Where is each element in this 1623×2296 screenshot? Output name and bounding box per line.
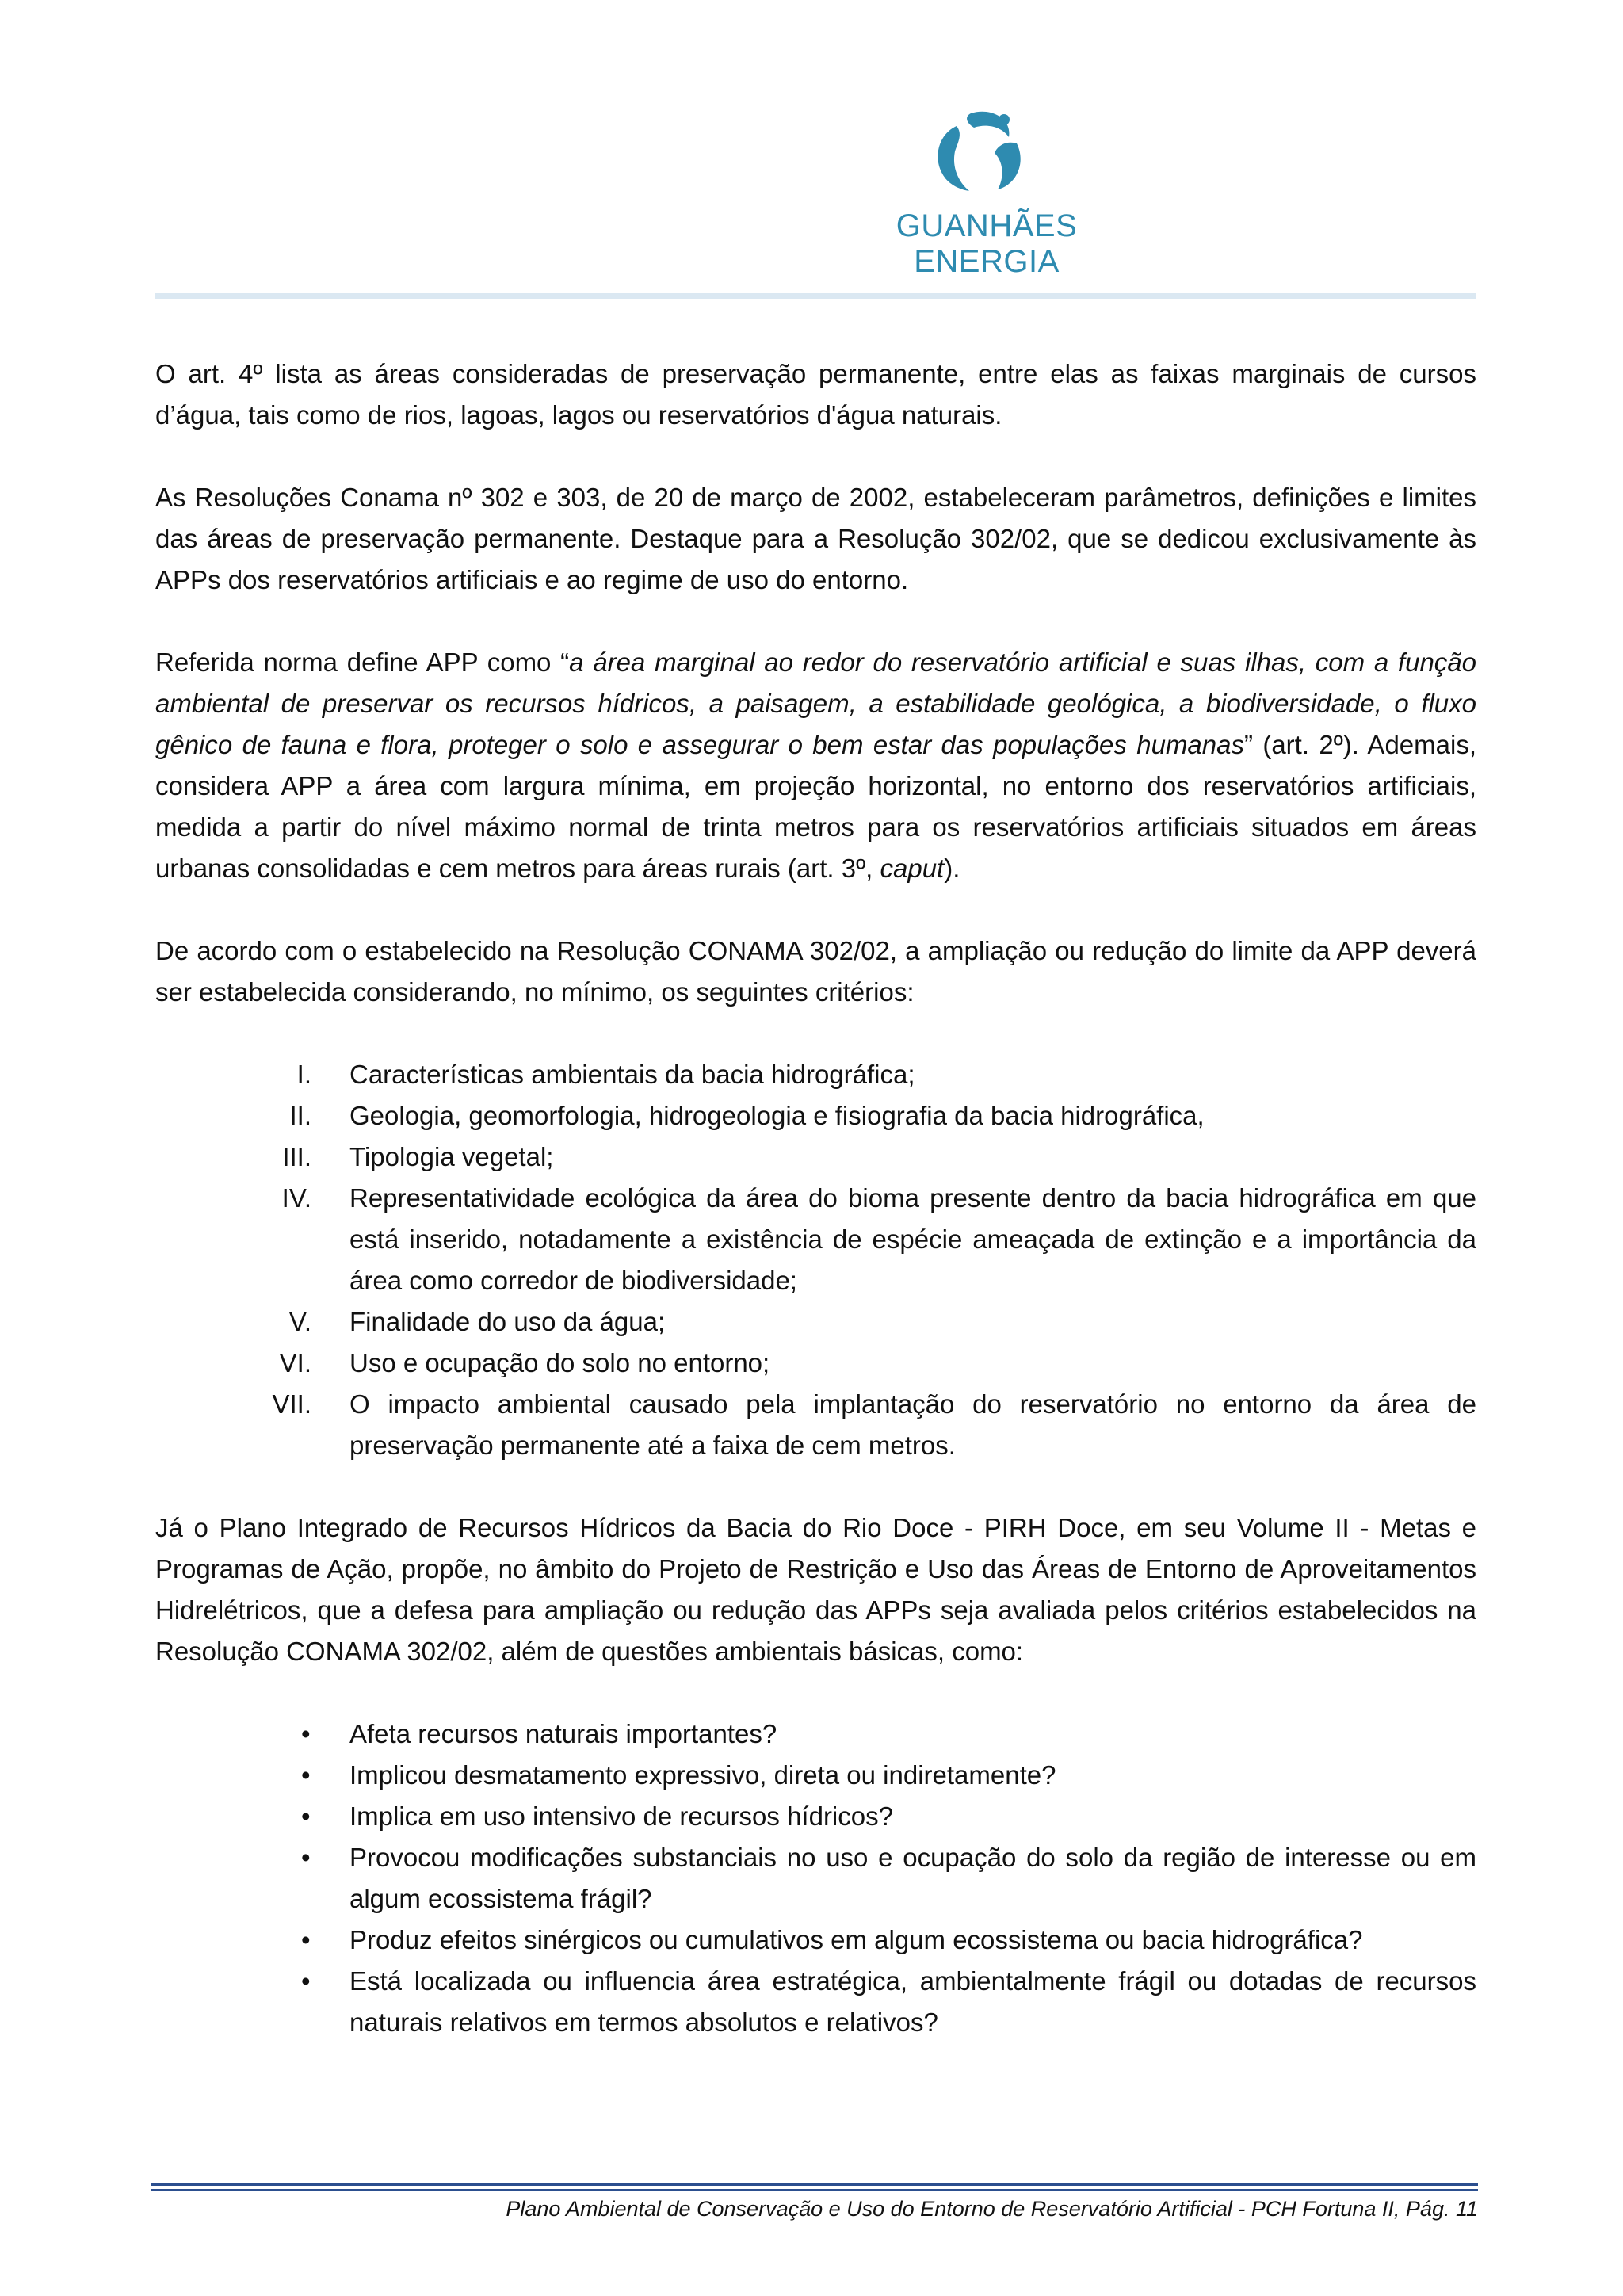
criteria-number: V.: [288, 1307, 311, 1336]
criteria-text: O impacto ambiental causado pela implantação do reservatório no entorno da área de preservação permanente até a faixa de cem metros.: [349, 1389, 1476, 1460]
criteria-list: [155, 1054, 1476, 1466]
criteria-item: [155, 1384, 1476, 1466]
question-item: [155, 1920, 1476, 1961]
company-logo: [820, 107, 1153, 279]
criteria-item: [155, 1137, 1476, 1178]
criteria-item: [155, 1095, 1476, 1137]
question-text: Provocou modificações substanciais no uso e ocupação do solo da região de interesse ou em algum ecossistema frágil?: [349, 1843, 1476, 1913]
question-text: Produz efeitos sinérgicos ou cumulativos em algum ecossistema ou bacia hidrográfica?: [349, 1925, 1363, 1954]
caput-term: caput: [880, 854, 945, 883]
header-divider: [155, 293, 1476, 299]
paragraph-conama-resolutions: As Resoluções Conama nº 302 e 303, de 20 de março de 2002, estabeleceram parâmetros, definições e limites das áreas de preservação permanente. Destaque para a Resolução 302/02, que se dedicou exclusivamente às APPs dos reservatórios artificiais e ao regime de uso do entorno.: [155, 483, 1476, 594]
question-text: Está localizada ou influencia área estratégica, ambientalmente frágil ou dotadas de recursos naturais relativos em termos absolutos e relativos?: [349, 1966, 1476, 2037]
swirl-logo-icon: [915, 107, 1034, 202]
paragraph-art4: O art. 4º lista as áreas consideradas de preservação permanente, entre elas as faixas marginais de cursos d’água, tais como de rios, lagoas, lagos ou reservatórios d'água naturais.: [155, 359, 1476, 430]
question-text: Implica em uso intensivo de recursos hídricos?: [349, 1801, 893, 1831]
document-body: [155, 353, 1476, 2043]
paragraph-criteria-intro: De acordo com o estabelecido na Resolução CONAMA 302/02, a ampliação ou redução do limite da APP deverá ser estabelecida considerando, no mínimo, os seguintes critérios:: [155, 936, 1476, 1007]
questions-list: [155, 1713, 1476, 2043]
paragraph-pirh-doce: Já o Plano Integrado de Recursos Hídricos da Bacia do Rio Doce - PIRH Doce, em seu Volume II - Metas e Programas de Ação, propõe, no âmbito do Projeto de Restrição e Uso das Áreas de Entorno de Aproveitamentos Hidrelétricos, que a defesa para ampliação ou redução das APPs seja avaliada pelos critérios estabelecidos na Resolução CONAMA 302/02, além de questões ambientais básicas, como:: [155, 1513, 1476, 1666]
criteria-number: IV.: [281, 1183, 311, 1213]
app-definition-end: ).: [944, 854, 960, 883]
question-item: [155, 1837, 1476, 1920]
footer-divider: [151, 2183, 1478, 2186]
question-item: [155, 1755, 1476, 1796]
criteria-item: [155, 1054, 1476, 1095]
question-item: [155, 1961, 1476, 2043]
footer-divider-thin: [151, 2189, 1478, 2191]
criteria-text: Tipologia vegetal;: [349, 1142, 554, 1171]
bullet-icon: •: [301, 1760, 311, 1790]
question-item: [155, 1796, 1476, 1837]
bullet-icon: •: [301, 1719, 311, 1748]
criteria-number: VII.: [272, 1389, 311, 1419]
criteria-item: [155, 1301, 1476, 1343]
app-definition-mid: ” (art. 2º). Ademais, considera APP a área com largura mínima, em projeção horizontal, no entorno dos reservatórios artificiais, medida a partir do nível máximo normal de trinta metros para os reservatórios artificiais situados em áreas urbanas consolidadas e cem metros para áreas rurais (art. 3º,: [155, 730, 1476, 883]
criteria-text: Representatividade ecológica da área do bioma presente dentro da bacia hidrográfica em que está inserido, notadamente a existência de espécie ameaçada de extinção e a importância da área como corredor de biodiversidade;: [349, 1183, 1476, 1295]
criteria-text: Uso e ocupação do solo no entorno;: [349, 1348, 770, 1377]
bullet-icon: •: [301, 1966, 311, 1996]
criteria-number: VI.: [279, 1348, 311, 1377]
app-definition-lead: Referida norma define APP como “: [155, 648, 570, 677]
question-text: Afeta recursos naturais importantes?: [349, 1719, 777, 1748]
criteria-item: [155, 1343, 1476, 1384]
bullet-icon: •: [301, 1925, 311, 1954]
criteria-text: Finalidade do uso da água;: [349, 1307, 666, 1336]
bullet-icon: •: [301, 1801, 311, 1831]
criteria-item: [155, 1178, 1476, 1301]
page-footer: Plano Ambiental de Conservação e Uso do Entorno de Reservatório Artificial - PCH Fortuna II, Pág. 11: [506, 2197, 1478, 2221]
logo-wordmark: GUANHÃES ENERGIA: [896, 208, 1078, 279]
paragraph-app-definition: [155, 642, 1476, 889]
criteria-text: Características ambientais da bacia hidrográfica;: [349, 1060, 915, 1089]
bullet-icon: •: [301, 1843, 311, 1872]
criteria-number: II.: [289, 1101, 311, 1130]
criteria-number: III.: [282, 1142, 311, 1171]
question-text: Implicou desmatamento expressivo, direta ou indiretamente?: [349, 1760, 1056, 1790]
question-item: [155, 1713, 1476, 1755]
app-definition-quote: a área marginal ao redor do reservatório artificial e suas ilhas, com a função ambiental de preservar os recursos hídricos, a paisagem, a estabilidade geológica, a biodiversidade, o fluxo gênico de fauna e flora, proteger o solo e assegurar o bem estar das populações humanas: [155, 648, 1477, 759]
criteria-number: I.: [296, 1060, 311, 1089]
criteria-text: Geologia, geomorfologia, hidrogeologia e fisiografia da bacia hidrográfica,: [349, 1101, 1205, 1130]
